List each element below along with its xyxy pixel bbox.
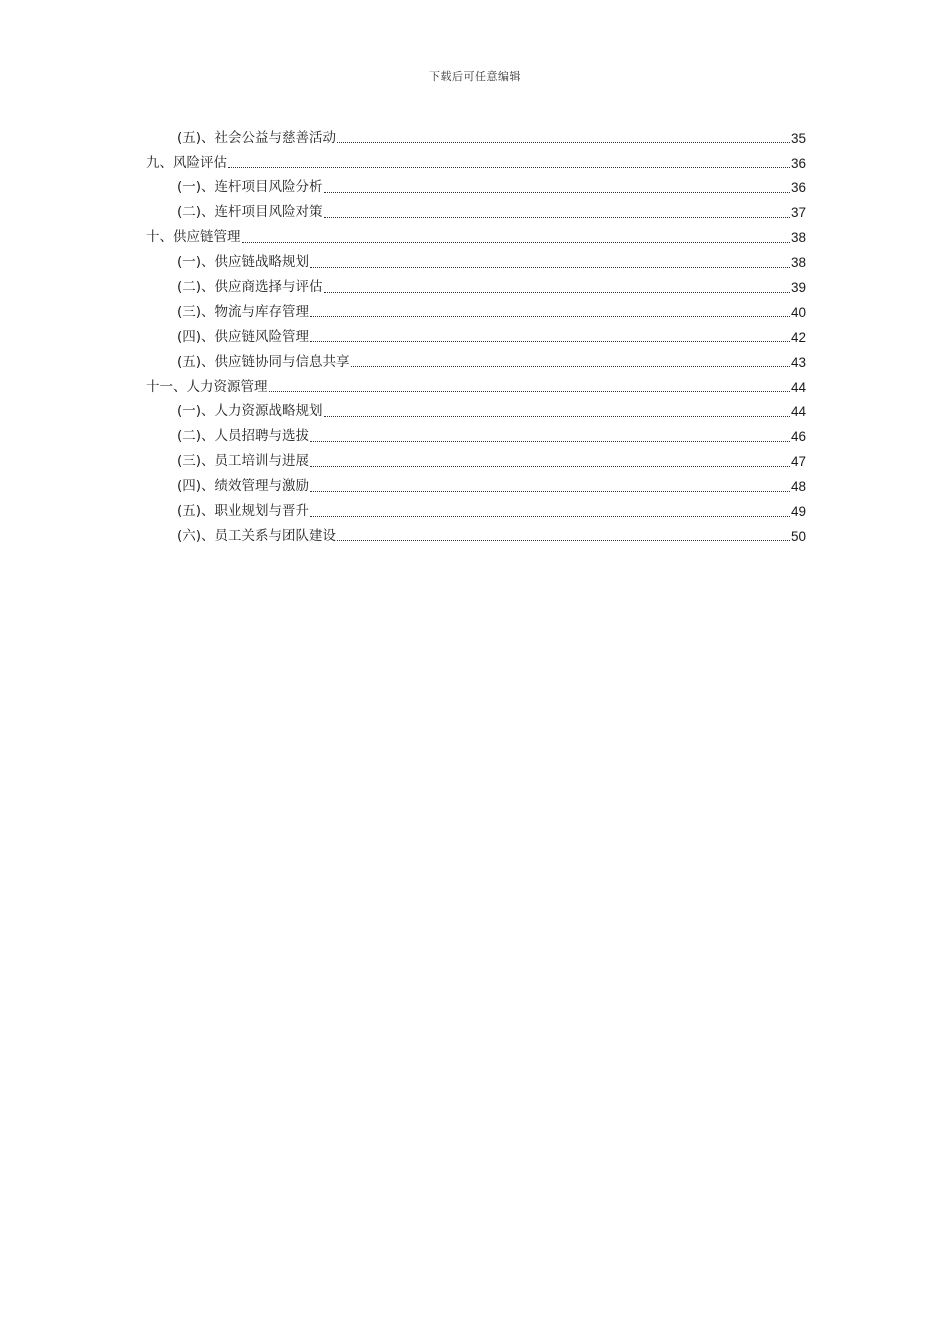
toc-entry-title: (四)、供应链风险管理 (177, 328, 310, 345)
toc-entry-page: 36 (790, 155, 806, 171)
toc-dot-leader (269, 381, 790, 395)
toc-dot-leader (324, 206, 790, 220)
toc-dot-leader (351, 356, 790, 370)
toc-entry[interactable] (0, 450, 950, 475)
toc-dot-leader (310, 430, 790, 444)
toc-entry-title: (三)、物流与库存管理 (177, 303, 310, 320)
toc-entry-title: (五)、职业规划与晋升 (177, 503, 310, 520)
toc-dot-leader (337, 530, 790, 544)
toc-entry-page: 40 (790, 304, 806, 320)
toc-entry-title: (二)、连杆项目风险对策 (177, 204, 323, 221)
toc-entry-title: (二)、人员招聘与选拔 (177, 428, 310, 445)
toc-entry-page: 39 (790, 280, 806, 296)
toc-entry-page: 38 (790, 255, 806, 271)
toc-entry[interactable] (0, 226, 950, 251)
toc-dot-leader (310, 256, 790, 270)
toc-entry-page: 36 (790, 180, 806, 196)
toc-dot-leader (324, 281, 790, 295)
toc-entry-title: 十、供应链管理 (146, 229, 241, 246)
toc-entry[interactable] (0, 300, 950, 325)
toc-entry-page: 44 (790, 379, 806, 395)
toc-entry[interactable] (0, 375, 950, 400)
toc-entry[interactable] (0, 126, 950, 151)
toc-entry-page: 47 (790, 454, 806, 470)
toc-entry[interactable] (0, 275, 950, 300)
toc-dot-leader (337, 132, 790, 146)
toc-entry-title: (一)、供应链战略规划 (177, 254, 310, 271)
toc-entry-title: (六)、员工关系与团队建设 (177, 527, 337, 544)
toc-entry-title: (一)、连杆项目风险分析 (177, 179, 323, 196)
toc-entry-page: 48 (790, 479, 806, 495)
toc-entry-page: 50 (790, 528, 806, 544)
toc-entry-page: 37 (790, 205, 806, 221)
toc-entry-title: (五)、供应链协同与信息共享 (177, 353, 350, 370)
toc-dot-leader (310, 480, 790, 494)
toc-dot-leader (310, 331, 790, 345)
toc-dot-leader (228, 157, 790, 171)
toc-entry[interactable] (0, 151, 950, 176)
toc-entry-page: 46 (790, 429, 806, 445)
toc-entry[interactable] (0, 350, 950, 375)
toc-entry-page: 44 (790, 404, 806, 420)
toc-entry-page: 35 (790, 130, 806, 146)
toc-dot-leader (324, 405, 790, 419)
toc-dot-leader (310, 505, 790, 519)
toc-entry-title: 十一、人力资源管理 (146, 378, 268, 395)
toc-entry-title: (五)、社会公益与慈善活动 (177, 129, 337, 146)
toc-entry-title: (二)、供应商选择与评估 (177, 279, 323, 296)
toc-entry-page: 43 (790, 354, 806, 370)
toc-entry[interactable] (0, 425, 950, 450)
toc-entry-title: (三)、员工培训与进展 (177, 453, 310, 470)
toc-entry-page: 49 (790, 504, 806, 520)
toc-dot-leader (242, 231, 790, 245)
toc-entry[interactable] (0, 250, 950, 275)
toc-dot-leader (324, 181, 790, 195)
toc-dot-leader (310, 306, 790, 320)
toc-entry-title: 九、风险评估 (146, 154, 227, 171)
toc-entry[interactable] (0, 524, 950, 549)
toc-entry-title: (一)、人力资源战略规划 (177, 403, 323, 420)
toc-entry[interactable] (0, 499, 950, 524)
table-of-contents (0, 126, 950, 549)
toc-entry[interactable] (0, 474, 950, 499)
toc-entry-title: (四)、绩效管理与激励 (177, 478, 310, 495)
toc-entry[interactable] (0, 325, 950, 350)
toc-entry-page: 42 (790, 329, 806, 345)
toc-entry[interactable] (0, 400, 950, 425)
toc-entry[interactable] (0, 201, 950, 226)
toc-entry-page: 38 (790, 230, 806, 246)
toc-entry[interactable] (0, 176, 950, 201)
page-header: 下载后可任意编辑 (429, 70, 521, 83)
toc-dot-leader (310, 455, 790, 469)
